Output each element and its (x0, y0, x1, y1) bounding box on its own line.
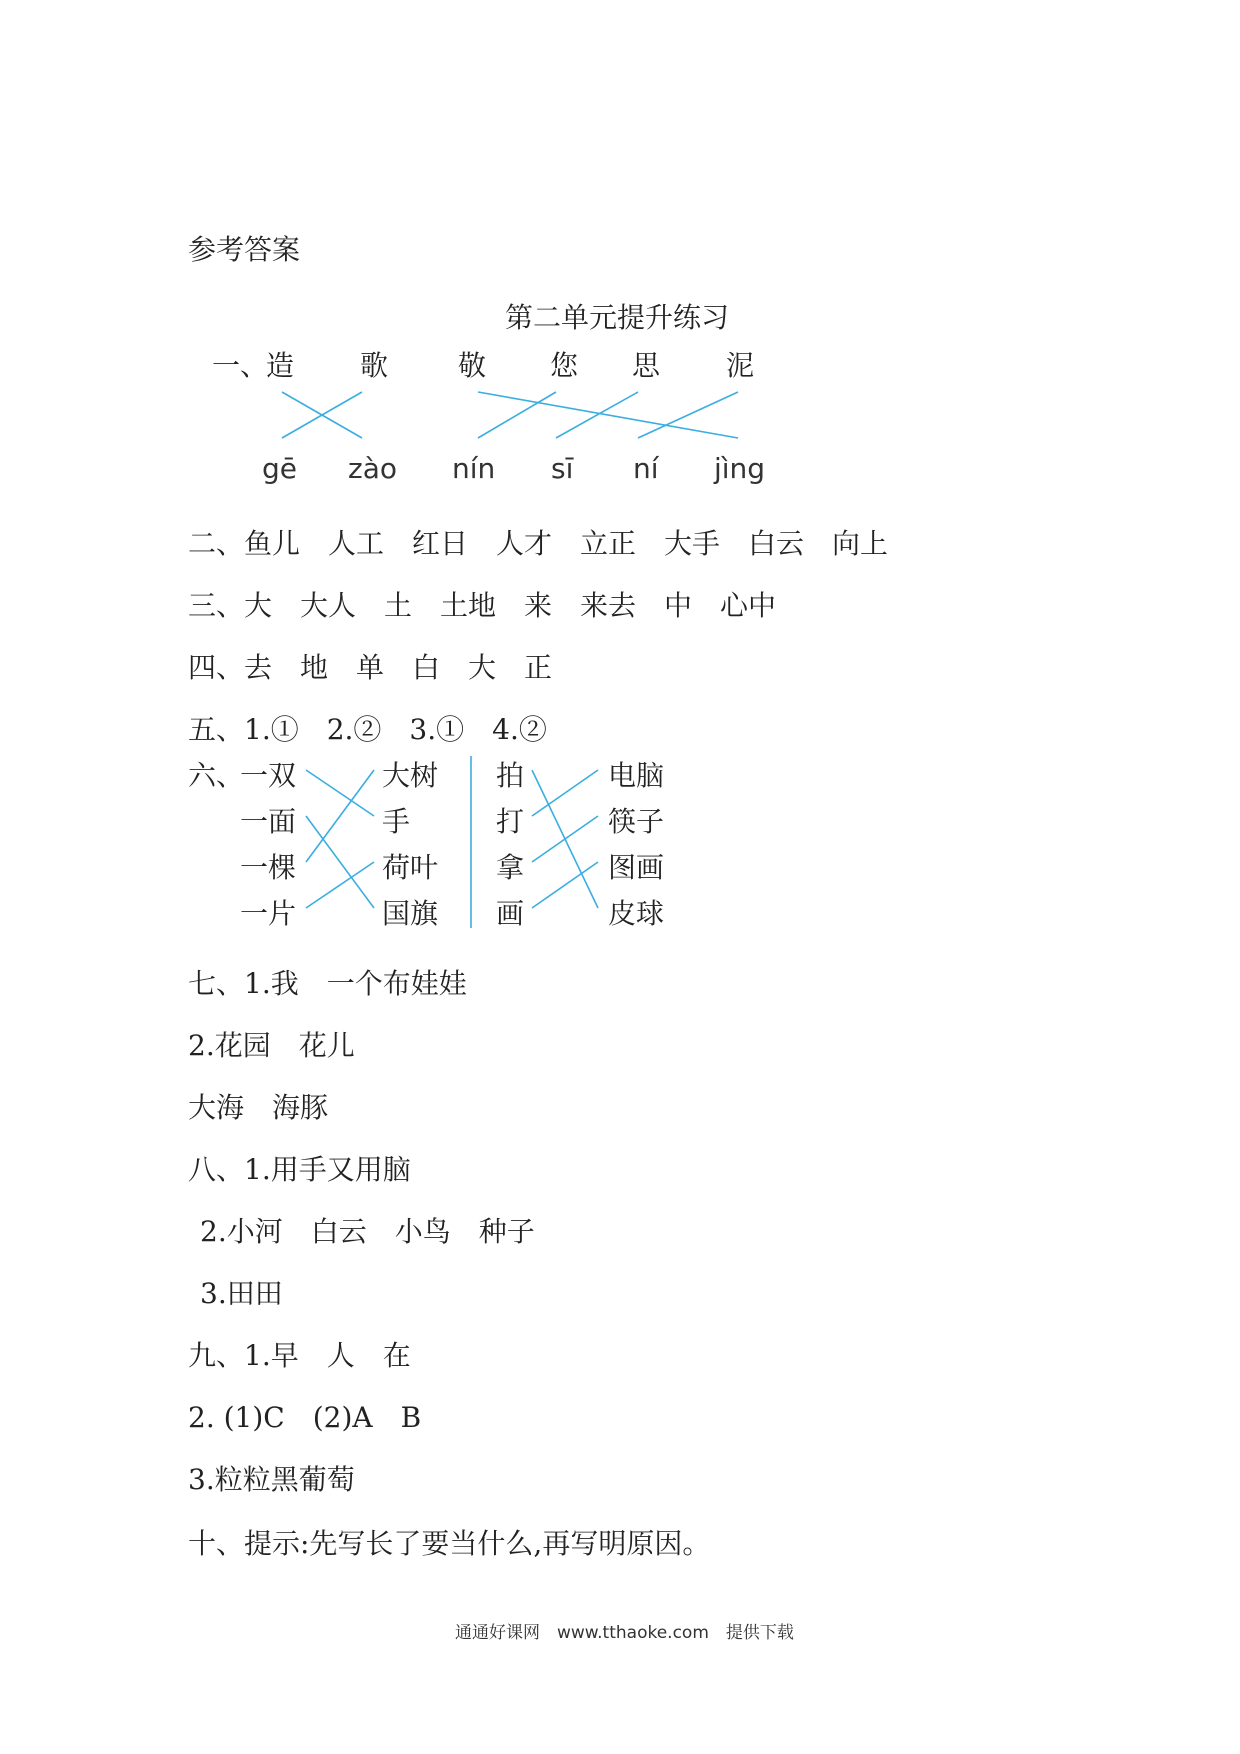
q6-right-a: 国旗 (382, 897, 439, 930)
q6-prefix: 六、 (188, 759, 245, 792)
match-line (306, 770, 374, 816)
q1-pinyin: nín (452, 452, 496, 485)
match-line (306, 770, 374, 862)
q1-char: 造 (266, 349, 295, 382)
match-line (532, 816, 598, 862)
q6-right-a: 手 (382, 805, 411, 838)
q1-char: 敬 (458, 349, 487, 382)
q4-answer: 四、去 地 单 白 大 正 (188, 651, 553, 684)
q6-left-a: 一棵 (240, 851, 297, 884)
q6-right-a: 荷叶 (382, 851, 439, 884)
q6-right-b: 电脑 (608, 759, 665, 792)
q8-line: 2.小河 白云 小鸟 种子 (200, 1215, 535, 1248)
header-label: 参考答案 (188, 233, 301, 266)
page-title: 第二单元提升练习 (505, 301, 730, 334)
q5-answer: 五、1.① 2.② 3.① 4.② (188, 713, 547, 746)
q1-pinyin: ní (633, 452, 659, 485)
q6-left-a: 一面 (240, 805, 297, 838)
q6-right-a: 大树 (382, 759, 439, 792)
q8-line: 八、1.用手又用脑 (188, 1153, 411, 1186)
q9-line: 3.粒粒黑葡萄 (188, 1463, 355, 1496)
q1-pinyin: sī (551, 452, 574, 485)
q6-left-a: 一片 (240, 897, 297, 930)
q6-left-b: 打 (496, 805, 525, 838)
q6-right-b: 图画 (608, 851, 665, 884)
q1-pinyin: gē (262, 452, 297, 485)
q8-line: 3.田田 (200, 1277, 283, 1310)
q6-right-b: 皮球 (608, 897, 665, 930)
match-line (306, 816, 374, 908)
q10-answer: 十、提示:先写长了要当什么,再写明原因。 (188, 1527, 711, 1560)
q1-pinyin: jìng (714, 452, 766, 485)
q1-prefix: 一、 (212, 349, 269, 382)
q6-left-a: 一双 (240, 759, 297, 792)
q2-answer: 二、鱼儿 人工 红日 人才 立正 大手 白云 向上 (188, 527, 889, 560)
q6-right-b: 筷子 (608, 805, 665, 838)
match-line (306, 862, 374, 908)
q6-left-b: 画 (496, 897, 525, 930)
q3-answer: 三、大 大人 土 土地 来 来去 中 心中 (188, 589, 777, 622)
q6-left-b: 拿 (496, 851, 525, 884)
q1-pinyin: zào (348, 452, 397, 485)
q1-char: 思 (632, 349, 661, 382)
q7-line: 2.花园 花儿 (188, 1029, 355, 1062)
q9-line: 2. (1)C (2)A B (188, 1401, 422, 1434)
q9-line: 九、1.早 人 在 (188, 1339, 411, 1372)
footer-text: 通通好课网 www.tthaoke.com 提供下载 (455, 1623, 794, 1643)
q7-line: 大海 海豚 (188, 1091, 329, 1124)
q7-line: 七、1.我 一个布娃娃 (188, 967, 467, 1000)
q1-char: 您 (550, 349, 579, 382)
q1-char: 泥 (726, 349, 755, 382)
q1-char: 歌 (360, 349, 389, 382)
q6-left-b: 拍 (496, 759, 525, 792)
match-line (532, 862, 598, 908)
match-line (532, 770, 598, 816)
